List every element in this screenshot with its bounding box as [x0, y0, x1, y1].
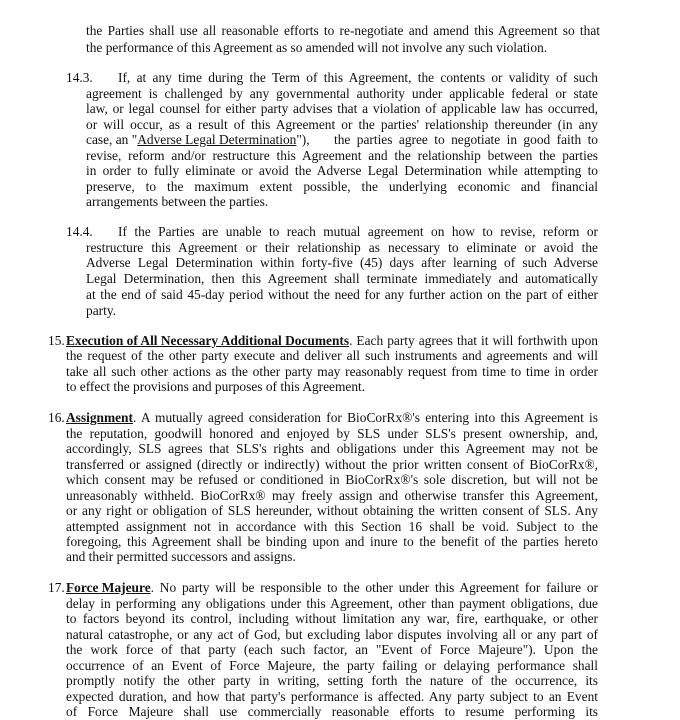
body-text-line: which consent may be refused or conditioned in BioCorRx®'s sole discretion, but will not be [66, 472, 598, 487]
section-heading: Force Majeure [66, 580, 151, 595]
body-text-line: or will occur, as a result of this Agreement or the parties' relationship thereunder (in any [86, 117, 598, 132]
body-text-line: the performance of this Agreement as so amended will not involve any such violation. [86, 40, 548, 55]
text-fragment: . Each party agrees that it will forthwith upon [349, 333, 598, 348]
section-heading-line [66, 410, 598, 426]
body-text-line: occurrence of an Event of Force Majeure, the party failing or delaying performance shall [66, 658, 598, 673]
body-text-line: the reputation, goodwill honored and enjoyed by SLS under SLS's present ownership, and, [66, 426, 598, 441]
defined-term: Adverse Legal Determination [137, 132, 297, 147]
body-text-line: foregoing, this Agreement shall be binding upon and inure to the benefit of the parties hereto [66, 534, 598, 549]
text-fragment: . No party will be responsible to the other under this Agreement for failure or [150, 580, 598, 595]
body-text-line: agreement is challenged by any governmental authority under applicable federal or state [86, 86, 598, 101]
body-text-line: accordingly, SLS agrees that SLS's rights and obligations under this Agreement may not be [66, 441, 598, 456]
body-text-line: Legal Determination, then this Agreement shall terminate immediately and automatically [86, 271, 598, 286]
section-heading-line [66, 333, 598, 349]
section-number: 14.4. [66, 224, 93, 239]
body-text-line: law, or legal counsel for either party advises that a violation of applicable law has occurred, [86, 101, 598, 116]
section-number: 17. [48, 580, 65, 595]
body-text-line: to factors beyond its control, including without limitation any war, fire, earthquake, or other [66, 611, 598, 626]
body-text-line: arrangements between the parties. [86, 194, 269, 209]
section-number: 14.3. [66, 70, 93, 85]
section-heading: Execution of All Necessary Additional Documents [66, 333, 350, 348]
body-text-line: restructure this Agreement or their relationship as necessary to eliminate or avoid the [86, 240, 598, 255]
section-heading-line [66, 580, 598, 596]
body-text-line: If, at any time during the Term of this Agreement, the contents or validity of such [118, 70, 598, 85]
body-text-line: transferred or assigned (directly or indirectly) without the prior written consent of BioCorRx®, [66, 457, 598, 472]
section-number: 15. [48, 333, 65, 348]
body-text-line: delay in performing any obligations under this Agreement, other than payment obligations, due [66, 596, 598, 611]
body-text-line: the Parties shall use all reasonable efforts to re-negotiate and amend this Agreement so that [86, 23, 600, 38]
body-text-line: take all such other actions as the other party may reasonably request from time to time in order [66, 364, 598, 379]
body-text-line [86, 132, 310, 148]
body-text-line: of Force Majeure shall use commercially reasonable efforts to resume performing its [66, 704, 598, 719]
body-text-line: unreasonably withheld. BioCorRx® may freely assign and otherwise transfer this Agreement, [66, 488, 598, 503]
body-text-line: at the end of said 45-day period without the need for any further action on the part of either [86, 287, 598, 302]
body-text-line: Adverse Legal Determination within forty-five (45) days after learning of such Adverse [86, 255, 598, 270]
body-text-line: the work force of that party (each such factor, an "Event of Force Majeure"). Upon the [66, 642, 598, 657]
body-text-line: or any right or obligation of SLS hereunder, without obtaining the written consent of SLS. Any [66, 503, 598, 518]
body-text-line: and their permitted successors and assigns. [66, 549, 296, 564]
body-text-line: natural catastrophe, or any act of God, but excluding labor disputes involving all or any part of [66, 627, 598, 642]
body-text-line: promptly notify the other party in writing, setting forth the nature of the occurrence, its [66, 673, 598, 688]
body-text-line: revise, reform and/or restructure this Agreement and the relationship between the parties [86, 148, 598, 163]
body-text-line: in order to fully eliminate or avoid the Adverse Legal Determination while attempting to [86, 163, 598, 178]
body-text-line: the parties agree to negotiate in good faith to [334, 132, 598, 147]
body-text-line: to effect the provisions and purposes of this Agreement. [66, 379, 366, 394]
section-number: 16. [48, 410, 65, 425]
body-text-line: the request of the other party execute and deliver all such instruments and agreements and will [66, 348, 598, 363]
text-fragment: . A mutually agreed consideration for BioCorRx®'s entering into this Agreement is [132, 410, 598, 425]
section-heading: Assignment [66, 410, 133, 425]
body-text-line: If the Parties are unable to reach mutual agreement on how to revise, reform or [118, 224, 598, 239]
text-fragment: case, an " [86, 132, 138, 147]
body-text-line: attempted assignment not in accordance with this Section 16 shall be void. Subject to the [66, 519, 598, 534]
body-text-line: party. [86, 303, 116, 318]
body-text-line: expected duration, and how that party's performance is affected. Any party subject to an Event [66, 689, 598, 704]
body-text-line: preserve, to the maximum extent possible, the underlying economic and financial [86, 179, 598, 194]
text-fragment: "), [296, 132, 310, 147]
